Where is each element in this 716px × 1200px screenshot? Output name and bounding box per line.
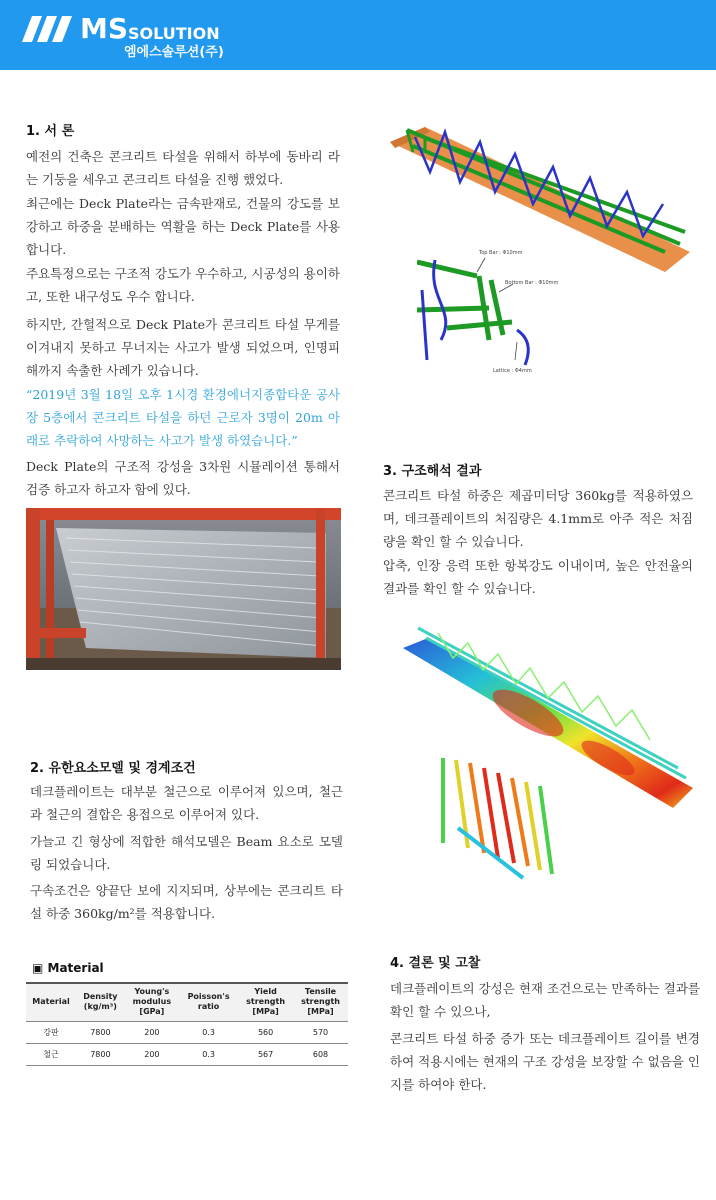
intro-paragraph-1: 예전의 건축은 콘크리트 타설을 위해서 하부에 동바리 라는 기둥을 세우고 콘크리트 타설을 진행 했었다.	[26, 149, 340, 187]
col-header-poisson-ratio: Poisson's ratio	[179, 983, 238, 1021]
table-cell: 608	[293, 1043, 348, 1065]
intro-paragraph-5: Deck Plate의 구조적 강성을 3차원 시뮬레이션 통해서 검증 하고자 하고자 함에 있다.	[26, 459, 340, 497]
intro-paragraph-2: 최근에는 Deck Plate라는 금속판재로, 건물의 강도를 보강하고 하중을 분배하는 역활을 하는 Deck Plate를 사용합니다.	[26, 196, 340, 257]
deck-plate-site-photo	[26, 508, 341, 670]
col-header-youngs-modulus: Young's modulus [GPa]	[125, 983, 179, 1021]
table-cell: 560	[238, 1021, 293, 1043]
header-banner	[0, 0, 716, 70]
logo-korean: 엠에스솔루션(주)	[124, 45, 224, 60]
table-cell: 7800	[76, 1021, 125, 1043]
fem-paragraph-2: 가늘고 긴 형상에 적합한 해석모델은 Beam 요소로 모델링 되었습니다.	[30, 834, 343, 872]
results-title: 3. 구조해석 결과	[383, 464, 482, 479]
table-cell: 567	[238, 1043, 293, 1065]
logo-solution: SOLUTION	[128, 24, 220, 43]
table-row	[26, 1043, 348, 1065]
fem-paragraph-3: 구속조건은 양끝단 보에 지지되며, 상부에는 콘크리트 타설 하중 360kg/m²를 적용합니다.	[30, 883, 343, 921]
top-bar-label: Top Bar : Φ10mm	[479, 250, 523, 256]
conclusion-paragraph-2: 콘크리트 타설 하중 증가 또는 데크플레이트 길이를 변경하여 적용시에는 현재의 구조 강성을 보장할 수 없음을 인지를 하여야 한다.	[390, 1031, 700, 1092]
col-header-density: Density (kg/m³)	[76, 983, 125, 1021]
logo-ms: MS	[80, 12, 129, 45]
intro-title: 1. 서 론	[26, 124, 75, 139]
table-cell: 7800	[76, 1043, 125, 1065]
results-paragraph-2: 압축, 인장 응력 또한 항복강도 이내이며, 높은 안전율의 결과를 확인 할 수 있습니다.	[383, 558, 693, 596]
table-cell: 0.3	[179, 1043, 238, 1065]
results-paragraph-1: 콘크리트 타설 하중은 제곱미터당 360kg를 적용하였으며, 데크플레이트의 처짐량은 4.1mm로 아주 적은 처짐량을 확인 할 수 있습니다.	[383, 488, 693, 549]
conclusion-title: 4. 결론 및 고찰	[390, 956, 481, 971]
table-row	[26, 1021, 348, 1043]
material-header-row	[26, 983, 348, 1021]
reinforcement-detail-figure	[417, 240, 563, 381]
material-table	[26, 982, 348, 1066]
fea-stress-result-image	[398, 608, 698, 906]
table-cell: 200	[125, 1021, 179, 1043]
col-header-tensile-strength: Tensile strength [MPa]	[293, 983, 348, 1021]
table-cell: 0.3	[179, 1021, 238, 1043]
material-title: ▣ Material	[32, 961, 104, 975]
col-header-material: Material	[26, 983, 76, 1021]
accident-quote: “2019년 3월 18일 오후 1시경 환경에너지종합타운 공사장 5층에서 콘크리트 타설을 하던 근로자 3명이 20m 아래로 추락하여 사망하는 사고가 발생 하였습니다.”	[26, 387, 340, 448]
fem-paragraph-1: 데크플레이트는 대부분 철근으로 이루어져 있으며, 철근과 철근의 결합은 용접으로 이루어져 있다.	[30, 784, 343, 822]
table-cell: 강판	[26, 1021, 76, 1043]
intro-paragraph-4: 하지만, 간헐적으로 Deck Plate가 콘크리트 타설 무게를 이겨내지 못하고 무너지는 사고가 발생 되었으며, 인명피해까지 속출한 사례가 있습니다.	[26, 317, 340, 378]
lattice-label: Lattice : Φ4mm	[493, 368, 532, 374]
table-cell: 570	[293, 1021, 348, 1043]
intro-paragraph-3: 주요특정으로는 구조적 강도가 우수하고, 시공성의 용이하고, 또한 내구성도 우수 합니다.	[26, 266, 340, 304]
bottom-bar-label: Bottom Bar : Φ10mm	[505, 280, 559, 286]
conclusion-paragraph-1: 데크플레이트의 강성은 현재 조건으로는 만족하는 결과를 확인 할 수 있으나,	[390, 981, 700, 1019]
table-cell: 200	[125, 1043, 179, 1065]
table-cell: 철근	[26, 1043, 76, 1065]
col-header-yield-strength: Yield strength [MPa]	[238, 983, 293, 1021]
fem-title: 2. 유한요소모델 및 경계조건	[30, 761, 196, 776]
logo-stripes-icon	[22, 16, 74, 42]
